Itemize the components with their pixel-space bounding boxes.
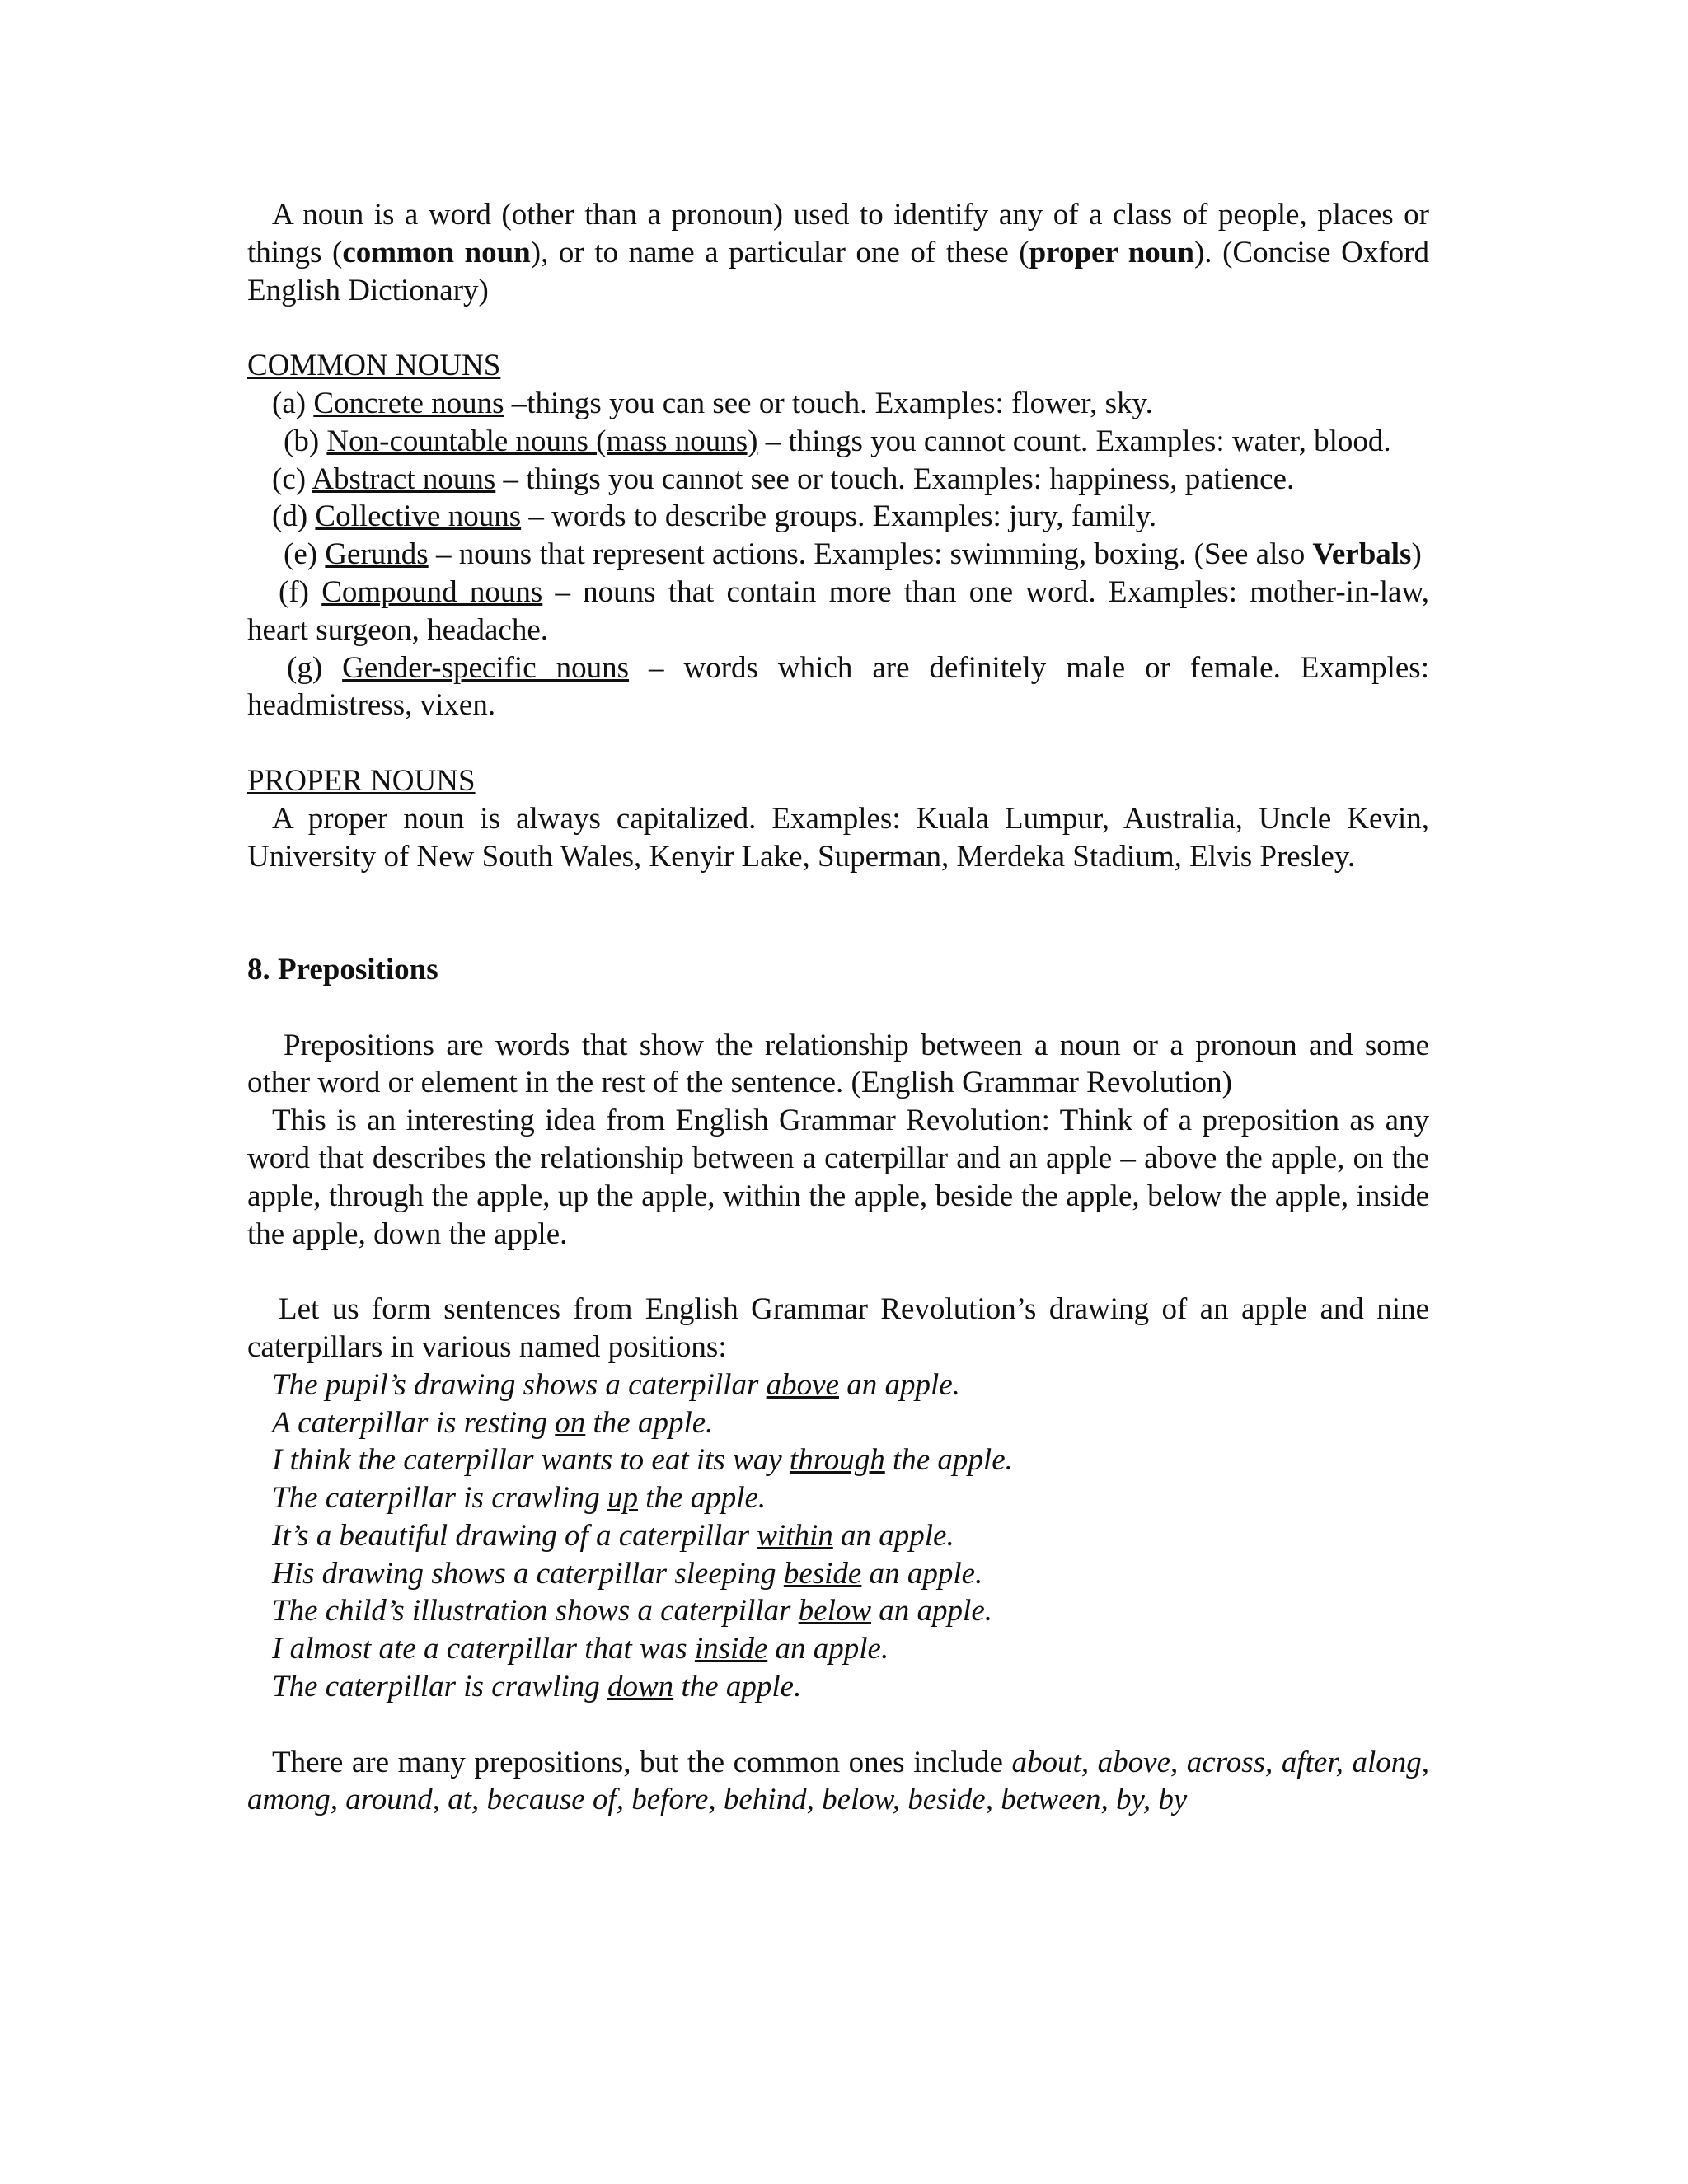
preposition-word: through	[789, 1443, 885, 1478]
definition-text-2: ), or to name a particular one of these (	[530, 235, 1029, 269]
item-term: Gender-specific nouns	[342, 650, 630, 685]
example-sentence: His drawing shows a caterpillar sleeping beside an apple.	[272, 1556, 983, 1591]
definition-text-1: A noun is a word (other than a pronoun) used to identify any of a class of people, places or things (	[247, 198, 1429, 269]
preposition-word: on	[555, 1405, 586, 1440]
item-term: Concrete nouns	[313, 386, 504, 420]
caterpillar-idea-paragraph: This is an interesting idea from English Grammar Revolution: Think of a preposition as any word that describes the relationship between a caterpillar and an apple – above the apple, on the apple, through the apple, up the apple, within the apple, beside the apple, below the apple, inside the apple, down the apple.	[247, 1104, 1429, 1251]
preposition-word: down	[607, 1670, 674, 1704]
preposition-word: up	[607, 1481, 638, 1516]
document-page	[247, 196, 1429, 1819]
common-noun-item: (a) Concrete nouns –things you can see or touch. Examples: flower, sky.	[272, 386, 1153, 420]
common-noun-item: (f) Compound nouns – nouns that contain more than one word. Examples: mother-in-law, heart surgeon, headache.	[247, 574, 1430, 647]
example-sentence: It’s a beautiful drawing of a caterpillar within an apple.	[272, 1518, 954, 1553]
preposition-word: beside	[783, 1556, 862, 1591]
example-sentence: I almost ate a caterpillar that was inside an apple.	[272, 1632, 889, 1666]
common-noun-item: (e) Gerunds – nouns that represent actions. Examples: swimming, boxing. (See also Verbals)	[284, 537, 1422, 572]
common-nouns-heading: COMMON NOUNS	[247, 349, 501, 383]
verbals-bold: Verbals	[1312, 537, 1412, 572]
preposition-word: within	[757, 1518, 833, 1553]
common-noun-item: (d) Collective nouns – words to describe groups. Examples: jury, family.	[272, 499, 1157, 534]
example-sentence: The pupil’s drawing shows a caterpillar above an apple.	[272, 1367, 960, 1402]
common-noun-bold: common noun	[342, 235, 531, 269]
example-sentences	[247, 1366, 1429, 1706]
preposition-word: above	[766, 1367, 839, 1402]
example-sentence: The caterpillar is crawling up the apple.	[272, 1481, 767, 1516]
section-title: 8. Prepositions	[247, 952, 438, 987]
item-term: Non-countable nouns (mass nouns)	[326, 424, 758, 458]
item-term: Collective nouns	[315, 499, 522, 534]
item-term: Gerunds	[325, 537, 429, 572]
preposition-list: about, above, across, after, along, among, around, at, because of, before, behind, below, beside, between, by, by	[247, 1745, 1429, 1817]
common-prepositions-paragraph: There are many prepositions, but the common ones include about, above, across, after, along, among, around, at, because of, before, behind, below, beside, between, by, by	[247, 1745, 1429, 1817]
common-noun-item: (g) Gender-specific nouns – words which are definitely male or female. Examples: headmistress, vixen.	[247, 650, 1429, 723]
definition-text-3: ). (Concise Oxford English Dictionary)	[247, 235, 1429, 307]
example-sentence: A caterpillar is resting on the apple.	[272, 1405, 714, 1440]
common-noun-item: (b) Non-countable nouns (mass nouns) – things you cannot count. Examples: water, blood.	[284, 424, 1391, 458]
item-term: Compound nouns	[321, 574, 543, 609]
proper-noun-bold: proper noun	[1029, 235, 1194, 269]
sentences-intro-paragraph: Let us form sentences from English Grammar Revolution’s drawing of an apple and nine caterpillars in various named positions:	[247, 1292, 1429, 1364]
common-noun-item: (c) Abstract nouns – things you cannot see or touch. Examples: happiness, patience.	[272, 462, 1295, 496]
preposition-word: below	[798, 1594, 872, 1629]
prepositions-definition-paragraph: Prepositions are words that show the relationship between a noun or a pronoun and some other word or element in the rest of the sentence. (English Grammar Revolution)	[247, 1028, 1429, 1100]
proper-nouns-heading: PROPER NOUNS	[247, 763, 476, 798]
example-sentence: The child’s illustration shows a caterpillar below an apple.	[272, 1594, 992, 1629]
example-sentence: I think the caterpillar wants to eat its way through the apple.	[272, 1443, 1013, 1478]
proper-nouns-paragraph: A proper noun is always capitalized. Examples: Kuala Lumpur, Australia, Uncle Kevin, University of New South Wales, Kenyir Lake, Superman, Merdeka Stadium, Elvis Presley.	[247, 801, 1429, 874]
example-sentence: The caterpillar is crawling down the apple.	[272, 1670, 802, 1704]
item-term: Abstract nouns	[312, 462, 496, 496]
noun-definition-paragraph	[247, 196, 1429, 309]
preposition-word: inside	[694, 1632, 768, 1666]
